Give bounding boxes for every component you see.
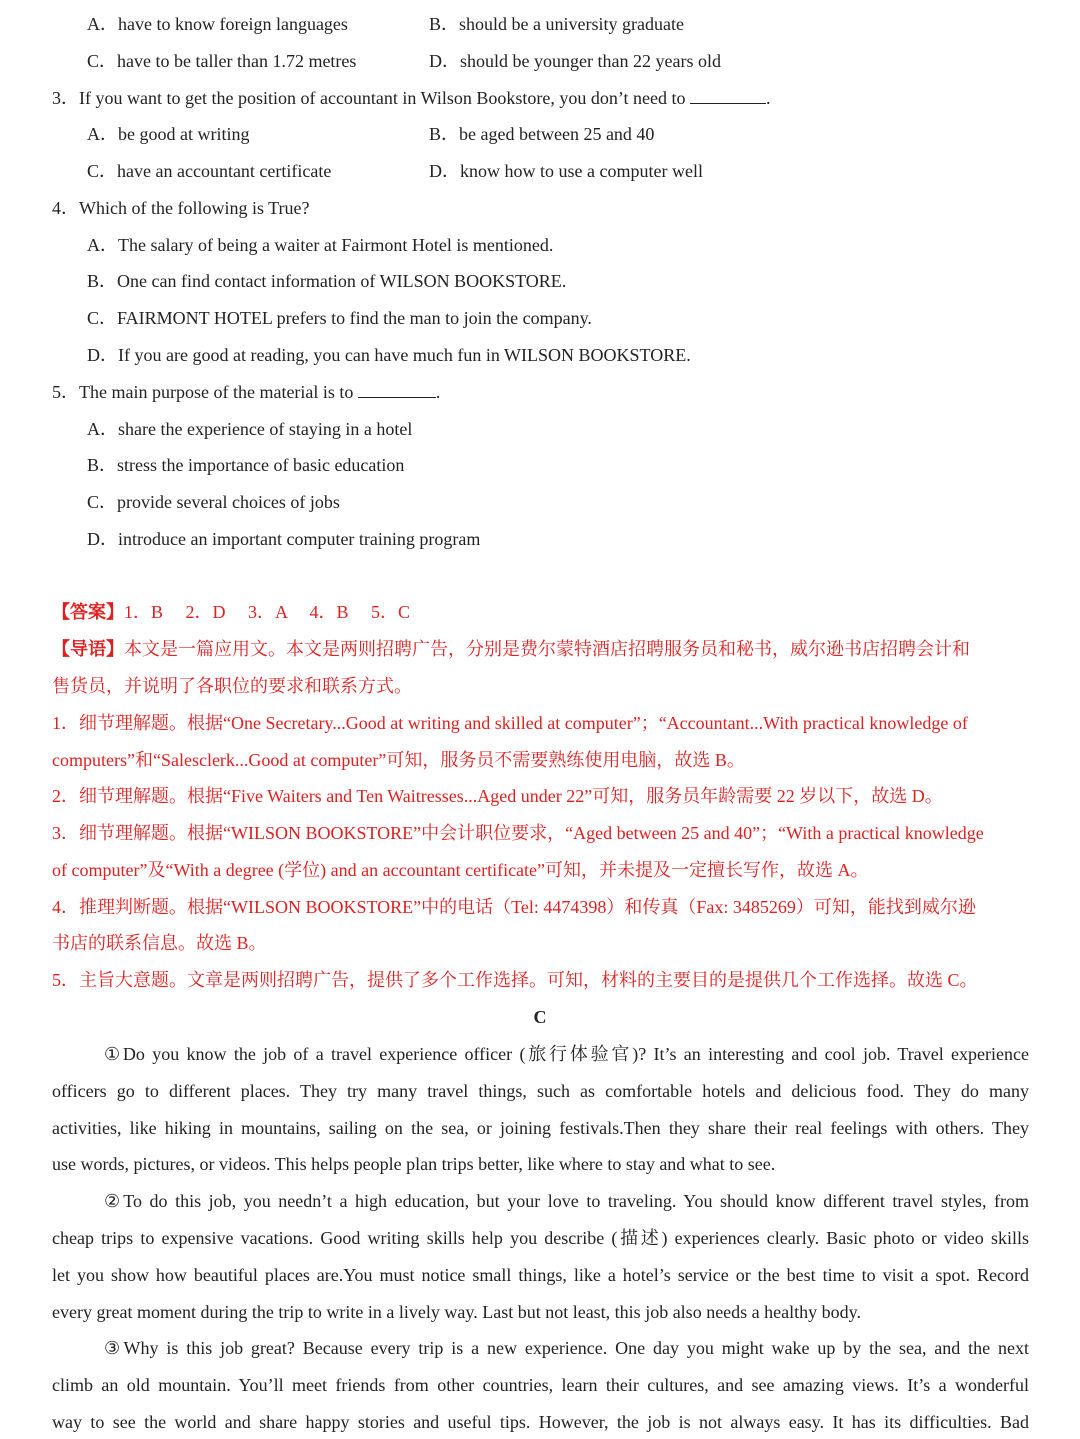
q3-stem-end: . (766, 88, 771, 108)
q5-option-c: C．provide several choices of jobs (87, 492, 340, 512)
answer-key (52, 600, 410, 624)
passage-p3-line-2: climb an old mountain. You’ll meet friends from other countries, learn their cultures, and see amazing views. It’s a wonderful (52, 1375, 1029, 1395)
explanation-2: 2．细节理解题。根据“Five Waiters and Ten Waitresses...Aged under 22”可知，服务员年龄需要 22 岁以下，故选 D。 (52, 786, 943, 806)
explanation-1-line-2: computers”和“Salesclerk...Good at computer”可知，服务员不需要熟练使用电脑，故选 B。 (52, 750, 745, 770)
q2-option-b: B．should be a university graduate (429, 14, 684, 34)
passage-p1-line-1: ①Do you know the job of a travel experience officer (旅行体验官)? It’s an interesting and cool job. Travel experience (104, 1044, 1029, 1064)
passage-p1-line-3: activities, like hiking in mountains, sailing on the sea, or joining festivals.Then they share their real feelings with others. They (52, 1118, 1029, 1138)
q3-stem-line (52, 86, 771, 110)
guide-line-2: 售货员，并说明了各职位的要求和联系方式。 (52, 676, 412, 696)
q4-option-c: C．FAIRMONT HOTEL prefers to find the man to join the company. (87, 308, 592, 328)
q5-option-d: D．introduce an important computer training program (87, 529, 481, 549)
q4-option-b: B．One can find contact information of WILSON BOOKSTORE. (87, 271, 567, 291)
guide-label: 【导语】 (52, 639, 124, 659)
passage-p3-line-3: way to see the world and share happy stories and useful tips. However, the job is not always easy. It has its difficulties. Bad (52, 1412, 1029, 1432)
q3-option-b: B．be aged between 25 and 40 (429, 124, 655, 144)
q3-option-d: D．know how to use a computer well (429, 161, 703, 181)
explanation-4-line-1: 4．推理判断题。根据“WILSON BOOKSTORE”中的电话（Tel: 4474398）和传真（Fax: 3485269）可知，能找到威尔逊 (52, 897, 976, 917)
q3-option-c: C．have an accountant certificate (87, 161, 332, 181)
explanation-3-line-1: 3．细节理解题。根据“WILSON BOOKSTORE”中会计职位要求，“Aged between 25 and 40”；“With a practical knowledge (52, 823, 984, 843)
q4-stem: 4．Which of the following is True? (52, 198, 310, 218)
q5-answer-blank (358, 383, 436, 398)
explanation-1-line-1: 1．细节理解题。根据“One Secretary...Good at writing and skilled at computer”；“Accountant...With practical knowledge of (52, 713, 968, 733)
explanation-3-line-2: of computer”及“With a degree (学位) and an accountant certificate”可知，并未提及一定擅长写作，故选 A。 (52, 860, 869, 880)
q2-option-a: A．have to know foreign languages (87, 14, 348, 34)
passage-p2-line-3: let you show how beautiful places are.You must notice small things, like a hotel’s service or the best time to visit a spot. Record (52, 1265, 1029, 1285)
q5-stem-line (52, 380, 440, 404)
passage-p1-line-2: officers go to different places. They try many travel things, such as comfortable hotels and delicious food. They do many (52, 1081, 1029, 1101)
q5-option-a: A．share the experience of staying in a hotel (87, 419, 413, 439)
explanation-4-line-2: 书店的联系信息。故选 B。 (52, 933, 267, 953)
q4-option-a: A．The salary of being a waiter at Fairmont Hotel is mentioned. (87, 235, 554, 255)
section-c-title: C (533, 1007, 547, 1027)
answer-list: 1．B 2．D 3．A 4．B 5．C (124, 602, 411, 622)
passage-p2-line-4: every great moment during the trip to write in a lively way. Last but not least, this job also needs a healthy body. (52, 1302, 861, 1322)
q4-option-d: D．If you are good at reading, you can have much fun in WILSON BOOKSTORE. (87, 345, 691, 365)
q3-answer-blank (690, 89, 766, 104)
q2-option-c: C．have to be taller than 1.72 metres (87, 51, 357, 71)
q5-option-b: B．stress the importance of basic education (87, 455, 405, 475)
q5-stem: 5．The main purpose of the material is to (52, 382, 354, 402)
q5-stem-end: . (435, 382, 441, 402)
q2-option-d: D．should be younger than 22 years old (429, 51, 721, 71)
q3-option-a: A．be good at writing (87, 124, 250, 144)
answer-label: 【答案】 (52, 602, 124, 622)
guide-text-1: 本文是一篇应用文。本文是两则招聘广告，分别是费尔蒙特酒店招聘服务员和秘书，威尔逊书店招聘会计和 (124, 639, 970, 659)
passage-p2-line-1: ②To do this job, you needn’t a high education, but your love to traveling. You should know different travel styles, from (104, 1191, 1029, 1211)
passage-p1-line-4: use words, pictures, or videos. This helps people plan trips better, like where to stay and what to see. (52, 1154, 776, 1174)
passage-p3-line-1: ③Why is this job great? Because every trip is a new experience. One day you might wake up by the sea, and the next (104, 1338, 1029, 1358)
explanation-5: 5．主旨大意题。文章是两则招聘广告，提供了多个工作选择。可知，材料的主要目的是提供几个工作选择。故选 C。 (52, 970, 978, 990)
guide-line-1 (52, 637, 970, 661)
passage-p2-line-2: cheap trips to expensive vacations. Good writing skills help you describe (描述) experiences clearly. Basic photo or video skills (52, 1228, 1029, 1248)
q3-stem: 3．If you want to get the position of accountant in Wilson Bookstore, you don’t need to (52, 88, 686, 108)
